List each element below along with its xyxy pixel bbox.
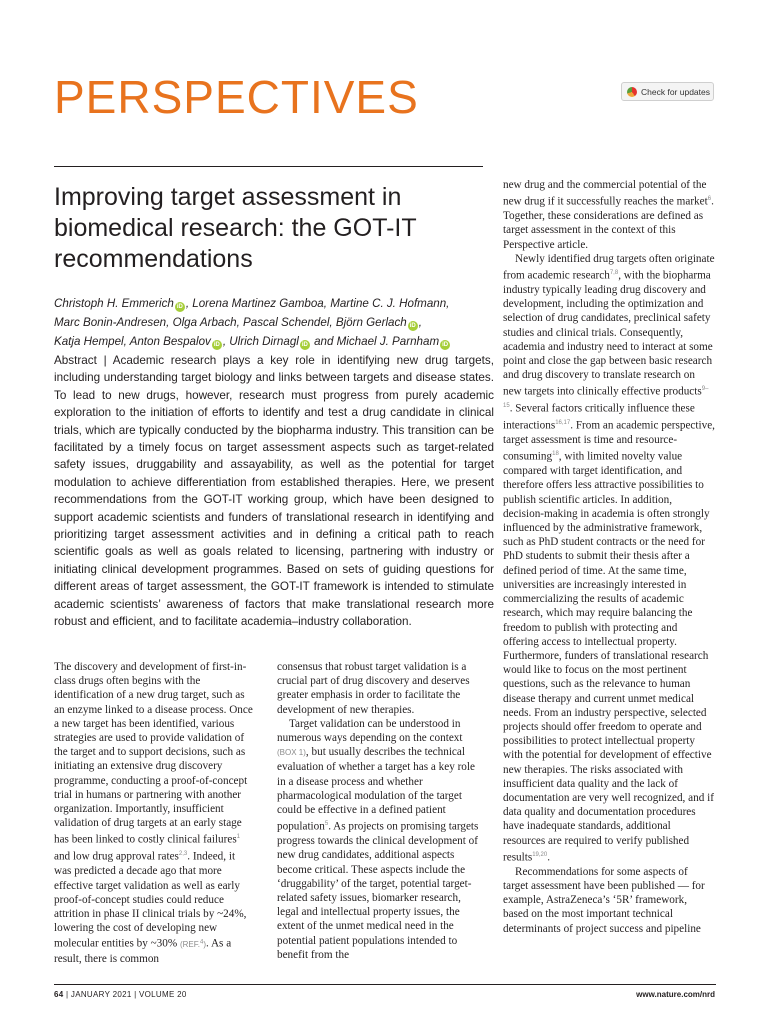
ref-label: (REF.	[179, 939, 200, 949]
paragraph-text: , with limited novelty value compared with target identification, and therefore offers less attractive possibilities to publish scientific articles. In addition, decision-making in academia is often strongly influenced by the administrative framework, such as PhD student contracts or the need for PhD students to submit their thesis after a defined period of time. At the same time, universities are increasingly interested in commercializing the results of academic research, which may require balancing the freedom to publish with protecting and offering access to intellectual property. Furthermore, funders of translational research would like to focus on the most pertinent questions, such as the relevance to human disease therapy and current unmet medical needs. From an industry perspective, selected projects should offer freedom to operate and possibilities to protect intellectual property with the potential for development of effective new therapies. The risks associated with insufficient data quality and the lack of documentation are very well recognized, and if data quality and documentation procedures have inadequate standards, additional resources are required to verify published results	[503, 451, 714, 864]
paragraph-text: Target validation can be understood in numerous ways depending on the context	[277, 717, 463, 745]
reference-link[interactable]: 2,3	[178, 851, 188, 858]
reference-link[interactable]: 1	[236, 834, 241, 841]
paragraph-text: . Together, these considerations are defined as target assessment in the context of this Perspective article.	[503, 195, 714, 251]
page-footer	[54, 990, 187, 999]
article-title: Improving target assessment in biomedical research: the GOT-IT recommendations	[54, 183, 417, 273]
check-for-updates-button[interactable]	[621, 82, 714, 101]
paragraph-text: . As a result, there is common	[54, 937, 232, 966]
crossmark-icon	[627, 87, 637, 97]
orcid-icon[interactable]: iD	[176, 304, 183, 310]
paragraph	[54, 660, 254, 966]
paragraph-text: . As projects on promising targets progress towards the clinical development of new drug candidates, additional aspects become critical. These aspects include the ‘druggability’ of the target, potential target-related safety issues, biomarker research, legal and intellectual property issues, the extent of the unmet medical need in the potential patient populations intended to benefit from the	[277, 820, 479, 961]
journal-url[interactable]: www.nature.com/nrd	[636, 990, 715, 999]
abstract	[54, 352, 494, 631]
orcid-icon[interactable]: iD	[442, 342, 449, 348]
paragraph-text: The discovery and development of first-in-class drugs often begins with the identification of a new drug target, such as an enzyme linked to a disease process. Once a new target has been identified, various strategies are used to provide validation of the target and to support decisions, such as initiating an extensive drug discovery programme, conducting a proof-of-concept trial in humans or partnering with another organization. Importantly, insufficient validation of drug targets at an early stage has been linked to costly clinical failures	[54, 661, 253, 847]
section-heading: PERSPECTIVES	[54, 71, 419, 123]
box-link[interactable]: (BOX 1)	[277, 748, 306, 758]
paragraph-text: . Indeed, it was predicted a decade ago that more effective target validation as well as early proof-of-concept studies could reduce attrition in phase II clinical trials by ~24%, lowering the cost of developing new molecular entities by ~30%	[54, 851, 247, 950]
page-number: 64	[54, 990, 64, 999]
author-text: , Lorena Martinez Gamboa, Martine C. J. Hofmann,	[185, 297, 450, 310]
paragraph-text: . From an academic perspective, target assessment is time and resource-consuming	[503, 419, 715, 464]
reference-link[interactable]	[180, 940, 206, 949]
paragraph-text: , with the biopharma industry typically leading drug discovery and development, including the optimization and selection of drug candidates, preclinical safety studies and clinical trials. Consequently, academia and industry need to interact at some point and close the gap between basic research and drug discovery to translate research on new targets into clinically effective products	[503, 269, 713, 399]
orcid-icon[interactable]: iD	[409, 323, 416, 329]
paragraph-text: . Several factors critically influence these interactions	[503, 402, 695, 432]
ref-close: )	[203, 939, 206, 949]
reference-link[interactable]: 7,8	[609, 269, 619, 276]
author-text: and Michael J. Parnham	[310, 335, 440, 348]
abstract-text: Academic research plays a key role in identifying new drug targets, including understanding target biology and links between targets and disease states. To lead to new drugs, however, research must progress from purely academic exploration to the initiation of efforts to identify and test a drug candidate in clinical trials, which are typically conducted by the biopharma industry. This transition can be facilitated by a timely focus on target assessment aspects such as target-related safety issues, druggability and assayability, as well as the potential for target modulation to achieve differentiation from established therapies. Here, we present recommendations from the GOT-IT working group, which have been designed to support academic scientists and funders of translational research in identifying and prioritizing target assessment activities and in defining a critical path to reach scientific goals as well as goals related to licensing, partnering with industry or initiating clinical development programmes. Based on sets of guiding questions for different areas of target assessment, the GOT-IT framework is intended to stimulate academic scientists’ awareness of factors that make translational research more robust and efficient, and to facilitate academia–industry collaboration.	[54, 354, 494, 629]
body-column-2	[277, 660, 479, 962]
orcid-icon[interactable]: iD	[213, 342, 220, 348]
paragraph-text: new drug and the commercial potential of the new drug if it successfully reaches the market	[503, 179, 708, 208]
paragraph: consensus that robust target validation is a crucial part of drug discovery and deserves greater emphasis in order to facilitate the development of new therapies.	[277, 661, 470, 716]
title-rule	[54, 166, 483, 167]
reference-link[interactable]: 16,17	[555, 420, 571, 427]
author-text: ,	[418, 316, 422, 329]
reference-link[interactable]: 5	[324, 821, 329, 828]
paragraph	[277, 717, 479, 962]
footer-rule	[54, 984, 716, 985]
issue-info: | JANUARY 2021 | VOLUME 20	[63, 990, 187, 999]
reference-link[interactable]: 6	[707, 196, 712, 203]
body-column-3	[503, 178, 715, 936]
paragraph	[503, 252, 715, 865]
author-list	[54, 294, 494, 351]
abstract-label: Abstract |	[54, 354, 113, 367]
check-for-updates-label: Check for updates	[641, 86, 710, 97]
paragraph	[503, 178, 715, 252]
paragraph-text: Newly identified drug targets often originate from academic research	[503, 252, 715, 282]
reference-link[interactable]: 9–15	[503, 386, 709, 410]
ref-number: 4	[199, 939, 204, 946]
reference-link[interactable]: 19,20	[532, 851, 548, 858]
paragraph: Recommendations for some aspects of target assessment have been published — for example, AstraZeneca’s ‘5R’ framework, based on the most important technical determinants of project success and pipeline	[503, 865, 705, 935]
reference-link[interactable]: 18	[552, 451, 559, 458]
orcid-icon[interactable]: iD	[301, 342, 308, 348]
author-text: Katja Hempel, Anton Bespalov	[54, 335, 211, 348]
paragraph-text: .	[547, 851, 551, 864]
author-text: Christoph H. Emmerich	[54, 297, 174, 310]
author-text: , Ulrich Dirnagl	[222, 335, 299, 348]
body-column-1	[54, 660, 254, 966]
author-text: Marc Bonin-Andresen, Olga Arbach, Pascal Schendel, Björn Gerlach	[54, 316, 407, 329]
paragraph-text: and low drug approval rates	[54, 851, 179, 864]
paragraph-text: , but usually describes the technical evaluation of whether a target has a key role in a disease process and whether pharmacological modulation of the target could be effective in a defined patient population	[277, 746, 475, 833]
